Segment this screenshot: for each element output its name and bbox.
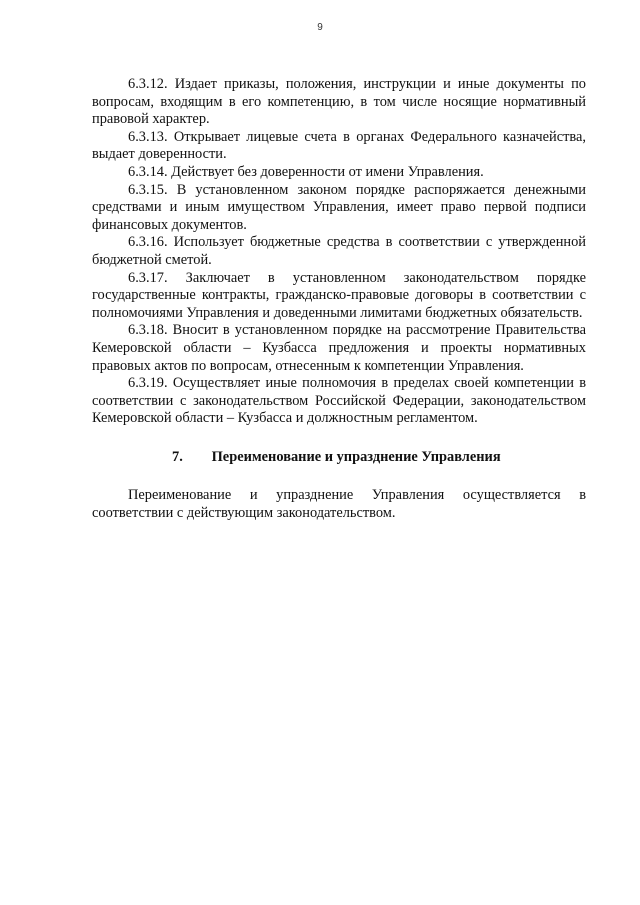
section-title: Переименование и упразднение Управления bbox=[211, 448, 501, 465]
section-7-body: Переименование и упразднение Управления осуществляется в соответствии с действующим законодательством. bbox=[92, 487, 586, 522]
clause-6-3-19: 6.3.19. Осуществляет иные полномочия в пределах своей компетенции в соответствии с законодательством Российской Федерации, законодательством Кемеровской области – Кузбасса и должностным регламентом. bbox=[92, 375, 586, 427]
clause-6-3-17: 6.3.17. Заключает в установленном законодательством порядке государственные контракты, гражданско-правовые договоры в соответствии с полномочиями Управления и доведенными лимитами бюджетных обязательств. bbox=[92, 269, 586, 321]
document-body bbox=[92, 76, 586, 523]
clause-6-3-16: 6.3.16. Использует бюджетные средства в соответствии с утвержденной бюджетной сметой. bbox=[92, 234, 586, 268]
clause-6-3-15: 6.3.15. В установленном законом порядке распоряжается денежными средствами и иным имуществом Управления, имеет право первой подписи финансовых документов. bbox=[92, 181, 586, 233]
clause-6-3-14: 6.3.14. Действует без доверенности от имени Управления. bbox=[128, 163, 484, 180]
clause-6-3-12: 6.3.12. Издает приказы, положения, инструкции и иные документы по вопросам, входящим в его компетенцию, в том числе носящие нормативный правовой характер. bbox=[92, 76, 586, 128]
clause-6-3-18: 6.3.18. Вносит в установленном порядке на рассмотрение Правительства Кемеровской области – Кузбасса предложения и проекты нормативных правовых актов по вопросам, отнесенным к компетенции Управления. bbox=[92, 322, 586, 374]
page-number: 9 bbox=[317, 22, 323, 33]
section-7-heading bbox=[92, 449, 586, 467]
section-number: 7. bbox=[172, 448, 183, 465]
clause-6-3-13: 6.3.13. Открывает лицевые счета в органах Федерального казначейства, выдает доверенности. bbox=[92, 128, 586, 163]
